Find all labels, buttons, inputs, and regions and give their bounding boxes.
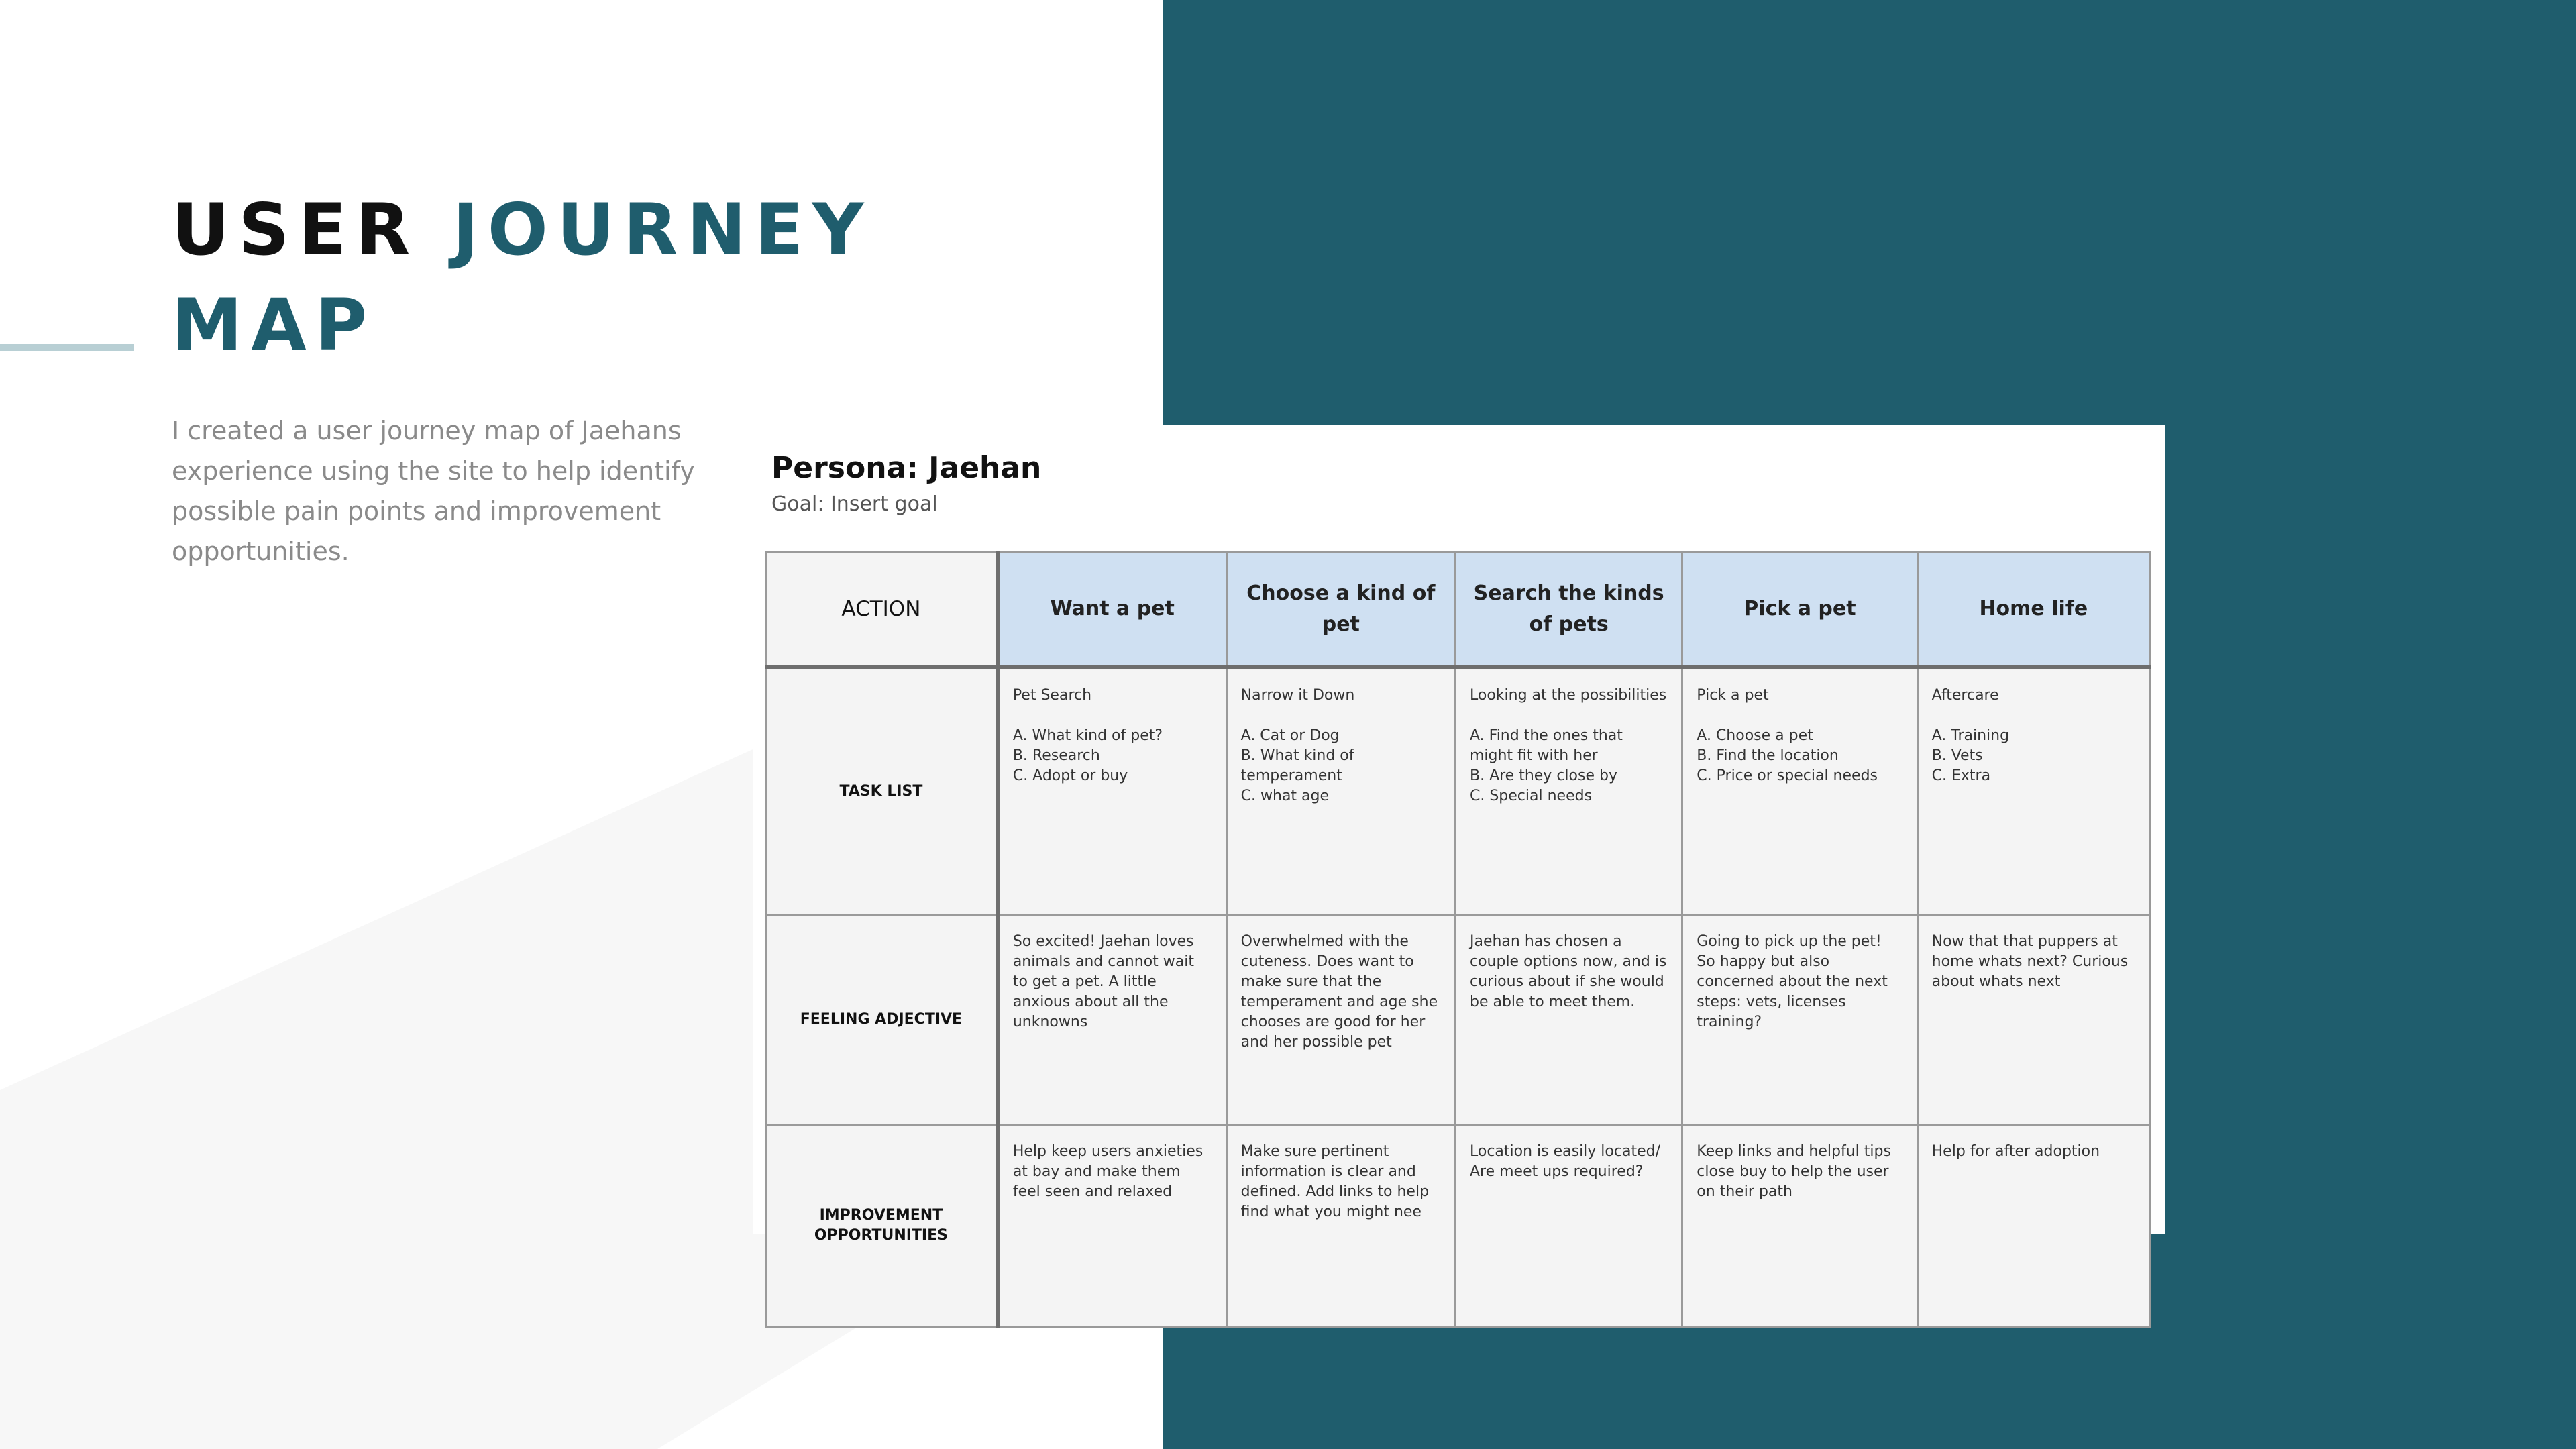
table-cell: Overwhelmed with the cuteness. Does want to make sure that the temperament and age she chooses are good for her and her possible pet <box>1226 915 1455 1125</box>
table-cell: Jaehan has chosen a couple options now, and is curious about if she would be able to meet them. <box>1455 915 1682 1125</box>
table-cell: Pick a pet A. Choose a pet B. Find the location C. Price or special needs <box>1682 667 1917 915</box>
table-cell: So excited! Jaehan loves animals and cannot wait to get a pet. A little anxious about all the unknowns <box>998 915 1226 1125</box>
improvement-opportunities-row <box>766 1125 2150 1327</box>
stage-header: Search the kinds of pets <box>1455 552 1682 668</box>
journey-map-table <box>765 551 2151 1328</box>
table-cell: Make sure pertinent information is clear and defined. Add links to help find what you might nee <box>1226 1125 1455 1327</box>
persona-title: Persona: Jaehan <box>771 451 1042 485</box>
stage-header: Choose a kind of pet <box>1226 552 1455 668</box>
table-cell: Pet Search A. What kind of pet? B. Research C. Adopt or buy <box>998 667 1226 915</box>
slide-description: I created a user journey map of Jaehans experience using the site to help identify possible pain points and improvement opportunities. <box>172 416 695 566</box>
stage-header: Pick a pet <box>1682 552 1917 668</box>
title-accent-line <box>0 344 134 351</box>
stage-header-row <box>766 552 2150 668</box>
table-cell: Aftercare A. Training B. Vets C. Extra <box>1917 667 2149 915</box>
row-label-feeling-adjective: FEELING ADJECTIVE <box>766 915 998 1125</box>
stage-header: Want a pet <box>998 552 1226 668</box>
goal-text: Goal: Insert goal <box>771 492 938 516</box>
task-list-row <box>766 667 2150 915</box>
stage-header: Home life <box>1917 552 2149 668</box>
table-cell: Help for after adoption <box>1917 1125 2149 1327</box>
table-cell: Looking at the possibilities A. Find the ones that might fit with her B. Are they close by C. Special needs <box>1455 667 1682 915</box>
table-cell: Keep links and helpful tips close buy to help the user on their path <box>1682 1125 1917 1327</box>
slide-title: USER JOURNEY MAP <box>172 189 873 366</box>
row-label-improvement-opportunities: IMPROVEMENT OPPORTUNITIES <box>766 1125 998 1327</box>
table-cell: Now that that puppers at home whats next? Curious about whats next <box>1917 915 2149 1125</box>
action-header: ACTION <box>766 552 998 668</box>
row-label-task-list: TASK LIST <box>766 667 998 915</box>
table-cell: Narrow it Down A. Cat or Dog B. What kind of temperament C. what age <box>1226 667 1455 915</box>
table-cell: Location is easily located/ Are meet ups required? <box>1455 1125 1682 1327</box>
journey-map-image <box>753 425 2165 1244</box>
table-cell: Going to pick up the pet! So happy but also concerned about the next steps: vets, licenses training? <box>1682 915 1917 1125</box>
feeling-adjective-row <box>766 915 2150 1125</box>
table-cell: Help keep users anxieties at bay and make them feel seen and relaxed <box>998 1125 1226 1327</box>
